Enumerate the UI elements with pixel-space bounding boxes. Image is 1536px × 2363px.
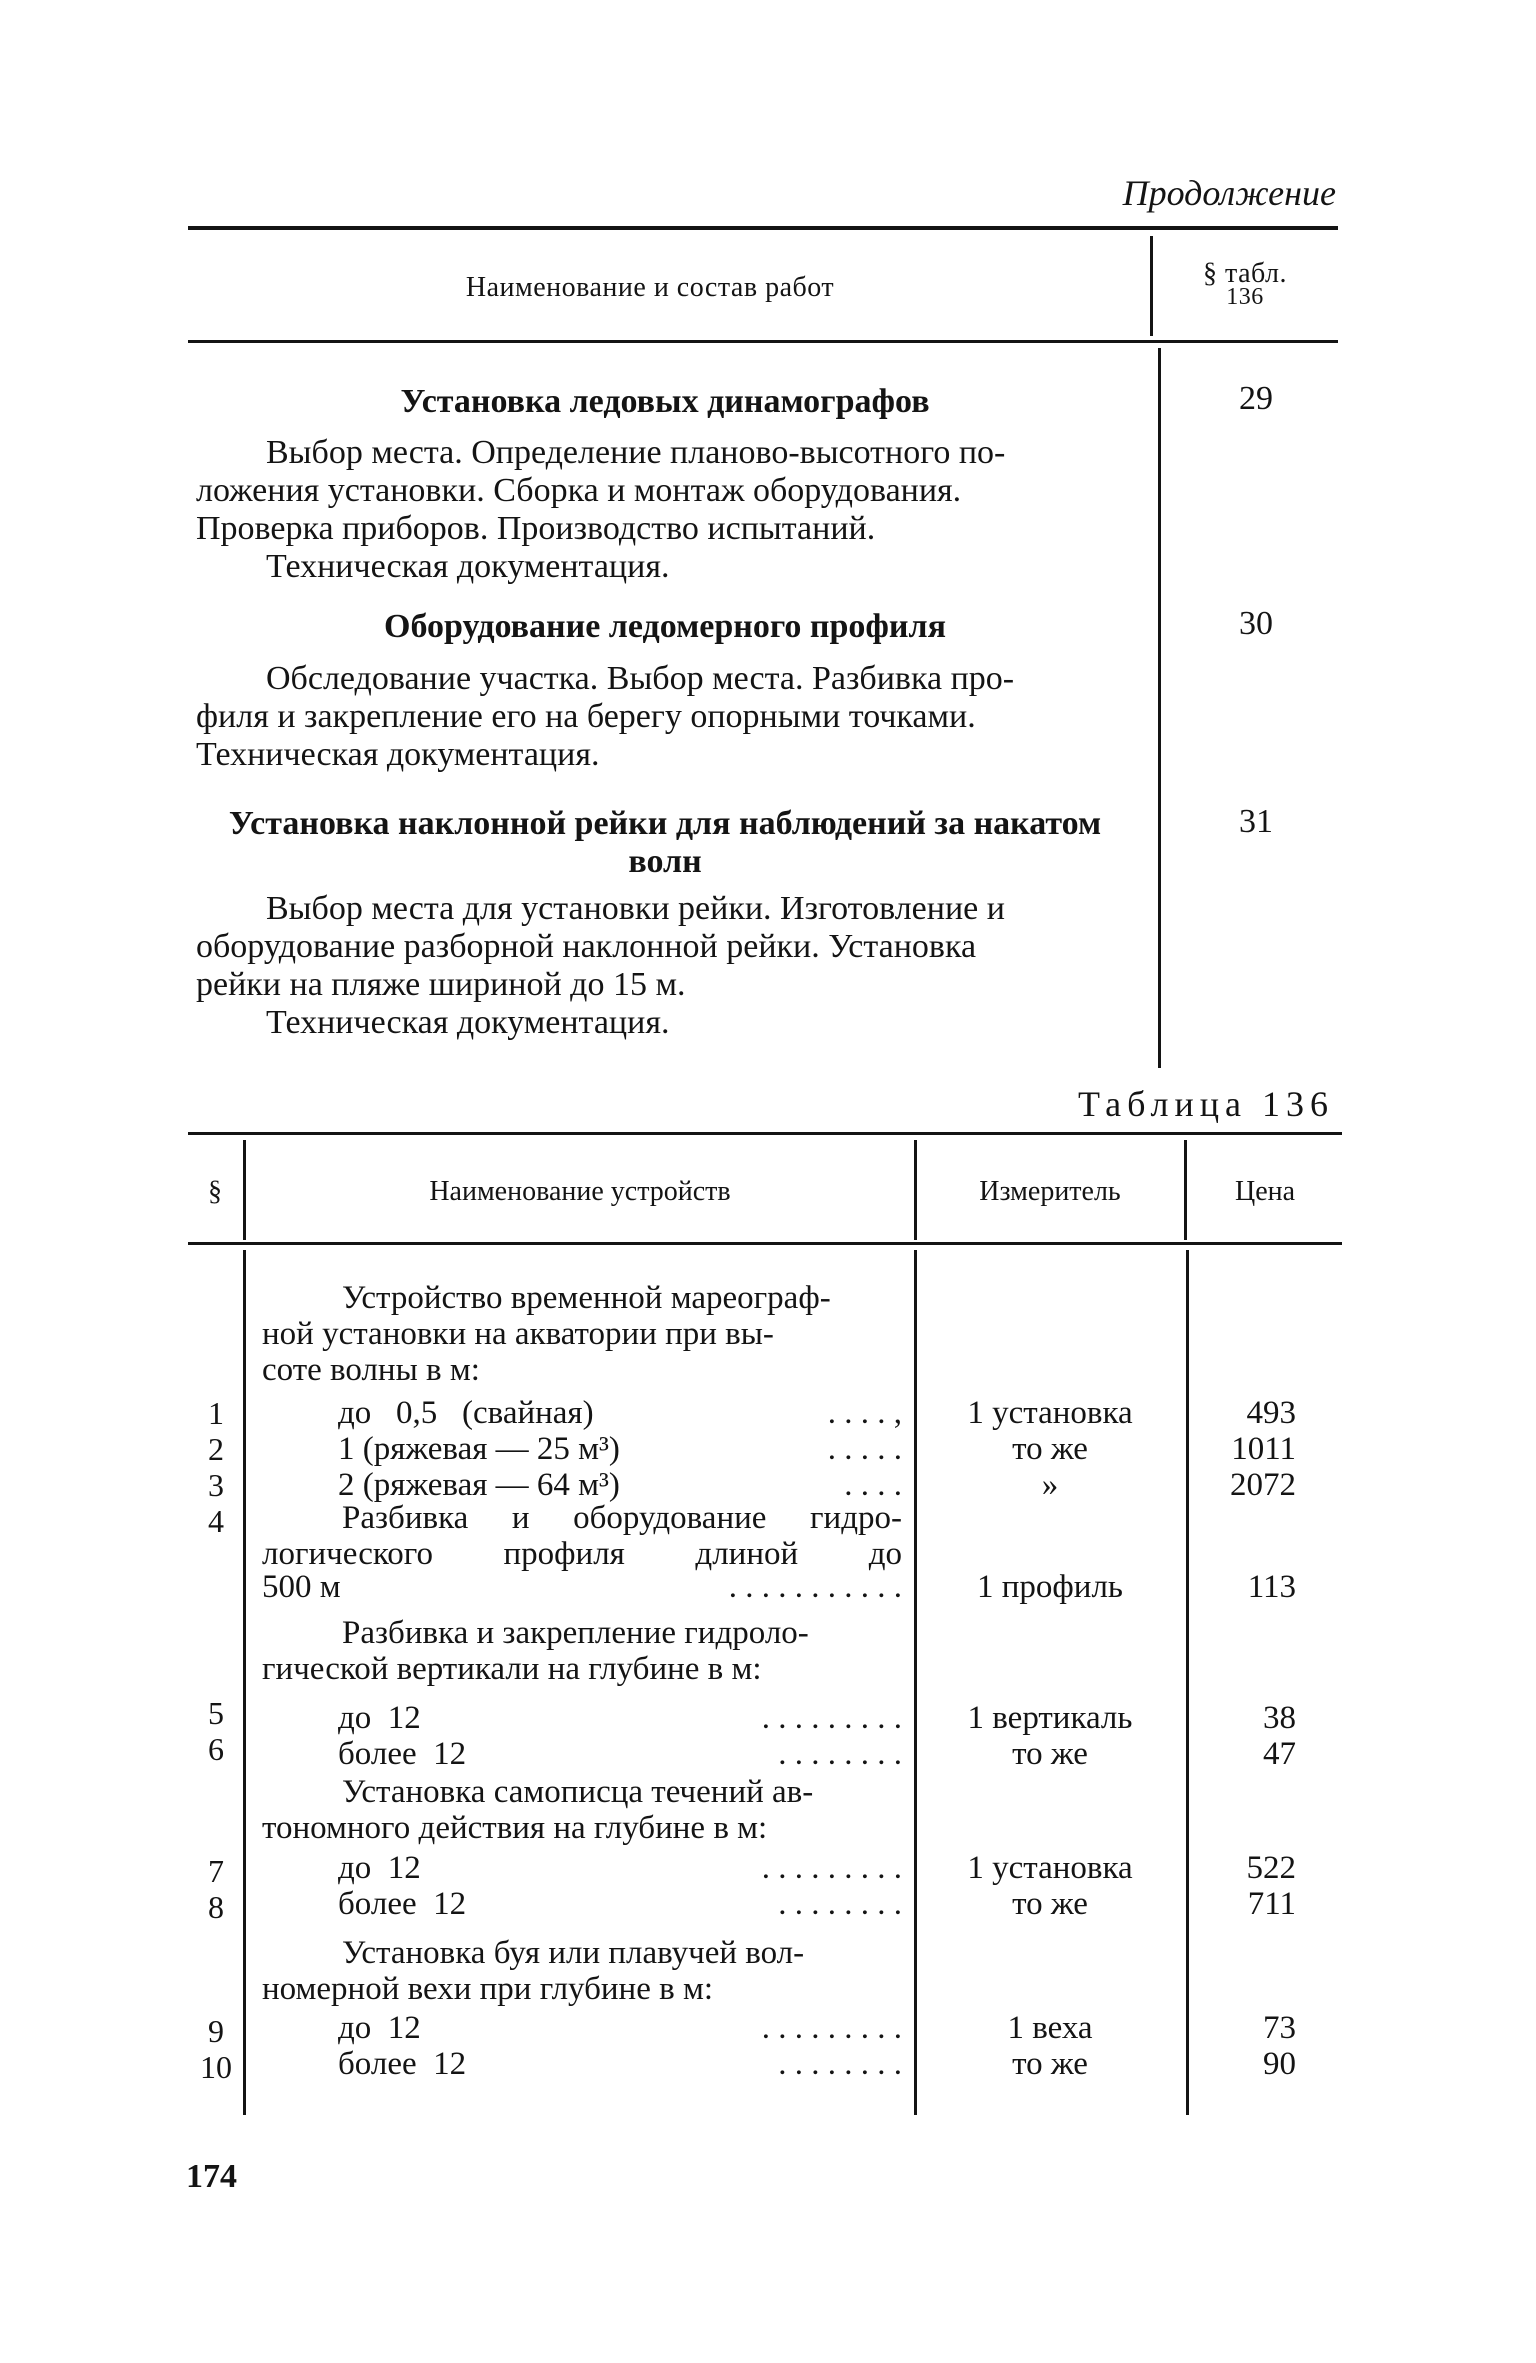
row-measure: 1 профиль <box>977 1569 1123 1605</box>
row-number: 2 <box>208 1431 224 1467</box>
row-name <box>338 2010 902 2046</box>
row-leader-dots: . . . . <box>844 1467 902 1503</box>
row-price: 38 <box>1263 1700 1296 1736</box>
section-title-31 <box>190 805 1140 881</box>
row-number: 10 <box>200 2049 232 2085</box>
row-price: 522 <box>1246 1850 1296 1886</box>
section-number-30: 30 <box>1239 605 1273 642</box>
row-measure: то же <box>1012 2046 1088 2082</box>
row-measure: » <box>1041 1467 1059 1503</box>
section-title-30: Оборудование ледомерного профиля <box>384 608 946 645</box>
row-name <box>338 1850 902 1886</box>
upper-header-section-line1: § табл. <box>1202 258 1288 289</box>
row-price: 493 <box>1246 1395 1296 1431</box>
row-number: 4 <box>208 1503 224 1539</box>
row-measure: то же <box>1012 1886 1088 1922</box>
upper-header-section <box>1170 258 1320 311</box>
upper-table-header-rule <box>188 340 1338 343</box>
section-31-line: оборудование разборной наклонной рейки. Установка <box>196 928 977 965</box>
section-number-29: 29 <box>1239 380 1273 417</box>
row-name <box>338 1700 902 1736</box>
row-name-text: 1 (ряжевая — 25 м³) <box>338 1431 620 1467</box>
row-name <box>338 1467 902 1503</box>
row-price: 711 <box>1247 1886 1296 1922</box>
row-measure: 1 установка <box>967 1395 1133 1431</box>
section-30-line: Обследование участка. Выбор места. Разбивка про- <box>266 660 1015 697</box>
row-number: 7 <box>208 1853 224 1889</box>
section-29-line: Проверка приборов. Производство испытаний. <box>196 510 876 547</box>
row-price: 47 <box>1263 1736 1296 1772</box>
section-number-31: 31 <box>1239 803 1273 840</box>
continuation-label: Продолжение <box>1122 173 1336 213</box>
row-price: 90 <box>1263 2046 1296 2082</box>
row-name <box>338 1431 902 1467</box>
section-title-29: Установка ледовых динамографов <box>400 383 930 420</box>
upper-table-body-divider <box>1158 348 1161 1068</box>
row-number: 5 <box>208 1695 224 1731</box>
row-number: 6 <box>208 1731 224 1767</box>
t136-header-divider-2 <box>914 1140 917 1240</box>
section-31-title-line1: Установка наклонной рейки для наблюдений за накатом <box>228 805 1102 842</box>
group-intro-4: Установка самописца течений ав- тономного действия на глубине в м: <box>262 1774 814 1846</box>
row-name <box>338 2046 902 2082</box>
row-name-text: до 12 <box>338 1700 421 1736</box>
row-name-text: более 12 <box>338 2046 467 2082</box>
section-30-line: филя и закрепление его на берегу опорными точками. <box>196 698 976 735</box>
t136-top-rule <box>188 1132 1342 1135</box>
row-number: 8 <box>208 1889 224 1925</box>
section-29-line: ложения установки. Сборка и монтаж оборудования. <box>196 472 962 509</box>
t136-body-divider-1 <box>243 1250 246 2115</box>
section-body-29 <box>196 434 1134 586</box>
t136-header-name: Наименование устройств <box>429 1176 731 1207</box>
t136-header-measure: Измеритель <box>979 1176 1121 1207</box>
row-number: 9 <box>208 2013 224 2049</box>
row-leader-dots: . . . . . . . . . <box>761 1850 902 1886</box>
row-measure: то же <box>1012 1431 1088 1467</box>
section-31-line: рейки на пляже шириной до 15 м. <box>196 966 686 1003</box>
group-intro-3: Разбивка и закрепление гидроло- гической вертикали на глубине в м: <box>262 1615 809 1687</box>
row-name-text: до 12 <box>338 2010 421 2046</box>
row-leader-dots: . . . . . . . . <box>778 1886 902 1922</box>
row-measure: то же <box>1012 1736 1088 1772</box>
upper-table-header-divider <box>1150 236 1153 336</box>
section-30-line: Техническая документация. <box>196 736 600 773</box>
upper-header-name: Наименование и состав работ <box>465 272 835 303</box>
row-leader-dots: . . . . , <box>827 1395 902 1431</box>
section-31-line: Выбор места для установки рейки. Изготовление и <box>266 890 1005 927</box>
t136-body-divider-3 <box>1186 1250 1189 2115</box>
row-name-text: более 12 <box>338 1886 467 1922</box>
row-leader-dots: . . . . . . . . <box>778 1736 902 1772</box>
row-name <box>338 1395 902 1431</box>
upper-header-section-line2: 136 <box>1226 284 1264 310</box>
t136-body-divider-2 <box>914 1250 917 2115</box>
row-name-text: до 0,5 (свайная) <box>338 1395 594 1431</box>
t136-header-price: Цена <box>1234 1176 1296 1207</box>
row-measure: 1 установка <box>967 1850 1133 1886</box>
row-name <box>338 1736 902 1772</box>
row-leader-dots: . . . . . . . . <box>778 2046 902 2082</box>
row-name-text: до 12 <box>338 1850 421 1886</box>
row-number: 3 <box>208 1467 224 1503</box>
row-number: 1 <box>208 1395 224 1431</box>
t136-header-divider-1 <box>243 1140 246 1240</box>
upper-table-top-rule <box>188 226 1338 230</box>
table-136-label: Таблица 136 <box>1078 1084 1334 1124</box>
row-leader-dots: . . . . . . . . . <box>761 1700 902 1736</box>
section-29-line: Техническая документация. <box>266 548 670 585</box>
row-name-text: 2 (ряжевая — 64 м³) <box>338 1467 620 1503</box>
group-intro-1: Устройство временной мареограф- ной установки на акватории при вы- соте волны в м: <box>262 1280 831 1388</box>
row-price: 113 <box>1247 1569 1296 1605</box>
section-29-line: Выбор места. Определение планово-высотного по- <box>266 434 1006 471</box>
t136-header-divider-3 <box>1184 1140 1187 1240</box>
row-measure: 1 веха <box>1007 2010 1093 2046</box>
row-price: 2072 <box>1230 1467 1296 1503</box>
group-intro-5: Установка буя или плавучей вол- номерной вехи при глубине в м: <box>262 1935 805 2007</box>
t136-header-rule <box>188 1242 1342 1245</box>
row-measure: 1 вертикаль <box>967 1700 1133 1736</box>
section-31-title-line2: волн <box>628 843 702 880</box>
group-intro-2: Разбивка и оборудование гидро- логического профиля длиной до <box>262 1500 902 1572</box>
t136-header-section: § <box>208 1176 222 1207</box>
section-body-30 <box>196 660 1134 774</box>
page-number: 174 <box>186 2158 237 2195</box>
row-price: 1011 <box>1231 1431 1296 1467</box>
row-name <box>338 1886 902 1922</box>
row-leader-dots: . . . . . <box>827 1431 902 1467</box>
row-leader-dots: . . . . . . . . . <box>761 2010 902 2046</box>
row-price: 73 <box>1263 2010 1296 2046</box>
row-name <box>262 1569 902 1605</box>
row-name-text: 500 м <box>262 1569 341 1605</box>
row-name-text: более 12 <box>338 1736 467 1772</box>
row-leader-dots: . . . . . . . . . . . <box>728 1569 902 1605</box>
section-body-31 <box>196 890 1134 1042</box>
section-31-line: Техническая документация. <box>266 1004 670 1041</box>
